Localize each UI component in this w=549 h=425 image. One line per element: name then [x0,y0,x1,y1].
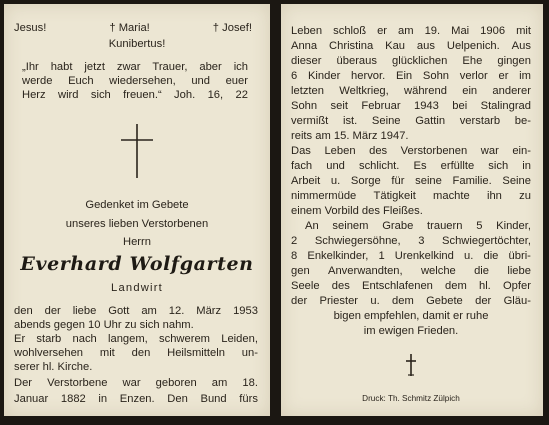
body-line-5: serer hl. Kirche. [14,361,93,373]
honorific: Herrn [123,236,151,248]
r-line-17: gen Anverwandten, welche die liebe [291,265,531,277]
body-line-3: Er starb nach langem, schwerem Leiden, [14,333,258,345]
quote-line-3: Herz wird sich freuen.“ Joh. 16, 22 [22,89,248,101]
closing-line: im ewigen Frieden. [363,325,459,337]
quote-line-1: „Ihr habt jetzt zwar Trauer, aber ich [22,61,248,73]
r-line-16: 8 Enkelkinder, 1 Urenkelkind u. die übri- [291,250,531,262]
invocation-kunibertus: Kunibertus! [108,38,166,50]
deceased-intro: unseres lieben Verstorbenen [65,218,209,230]
r-line-9: Das Leben des Verstorbenen war ein- [291,145,531,157]
remember-text: Gedenket im Gebete [85,199,189,211]
body-line-1: den der liebe Gott am 12. März 1953 [14,305,258,317]
r-line-11: Arbeit u. Sorge für seine Familie. Seine [291,175,531,187]
r-line-4: 6 Kinder hervor. Ein Sohn verlor er im [291,70,531,82]
right-page [281,4,543,416]
cross-icon [120,124,154,178]
r-line-5: letzten Weltkrieg, während ein anderer [291,85,531,97]
r-line-7: vermißt ist. Seine Gattin verstarb be- [291,115,531,127]
deceased-name: Everhard Wolfgarten [20,253,254,275]
body-line-4: wohlversehen mit den Heilsmitteln un- [14,347,258,359]
r-line-8: reits am 15. März 1947. [291,130,409,142]
invocation-josef: † Josef! [212,22,252,34]
r-line-20: bigen empfehlen, damit er ruhe [333,310,489,322]
r-line-12: nimmermüde Tätigkeit machte ihn zu [291,190,531,202]
body-line-7: Januar 1882 in Enzen. Den Bund fürs [14,393,258,405]
r-line-18: Seele des Entschlafenen dem hl. Opfer [291,280,531,292]
invocation-jesus: Jesus! [14,22,47,34]
small-cross-icon [405,354,417,376]
invocation-maria: † Maria! [109,22,150,34]
r-line-6: Sohn seit Februar 1943 bei Stalingrad [291,100,531,112]
body-line-2: abends gegen 10 Uhr zu sich nahm. [14,319,194,331]
body-line-6: Der Verstorbene war geboren am 18. [14,377,258,389]
printer-credit: Druck: Th. Schmitz Zülpich [362,394,460,403]
invocation-row [14,22,252,34]
occupation: Landwirt [111,282,163,294]
r-line-3: dieser überaus glücklichen Ehe gingen [291,55,531,67]
r-line-14: An seinem Grabe trauern 5 Kinder, [305,220,531,232]
r-line-19: der Priester u. dem Gebete der Gläu- [291,295,531,307]
r-line-13: einem Vorbild des Fleißes. [291,205,423,217]
r-line-15: 2 Schwiegersöhne, 3 Schwiegertöchter, [291,235,531,247]
left-page [4,4,270,416]
r-line-2: Anna Christina Kau aus Uelpenich. Aus [291,40,531,52]
r-line-10: fach und schlicht. Es erfüllte sich in [291,160,531,172]
r-line-1: Leben schloß er am 19. Mai 1906 mit [291,25,531,37]
quote-line-2: werde Euch wiedersehen, und euer [22,75,248,87]
